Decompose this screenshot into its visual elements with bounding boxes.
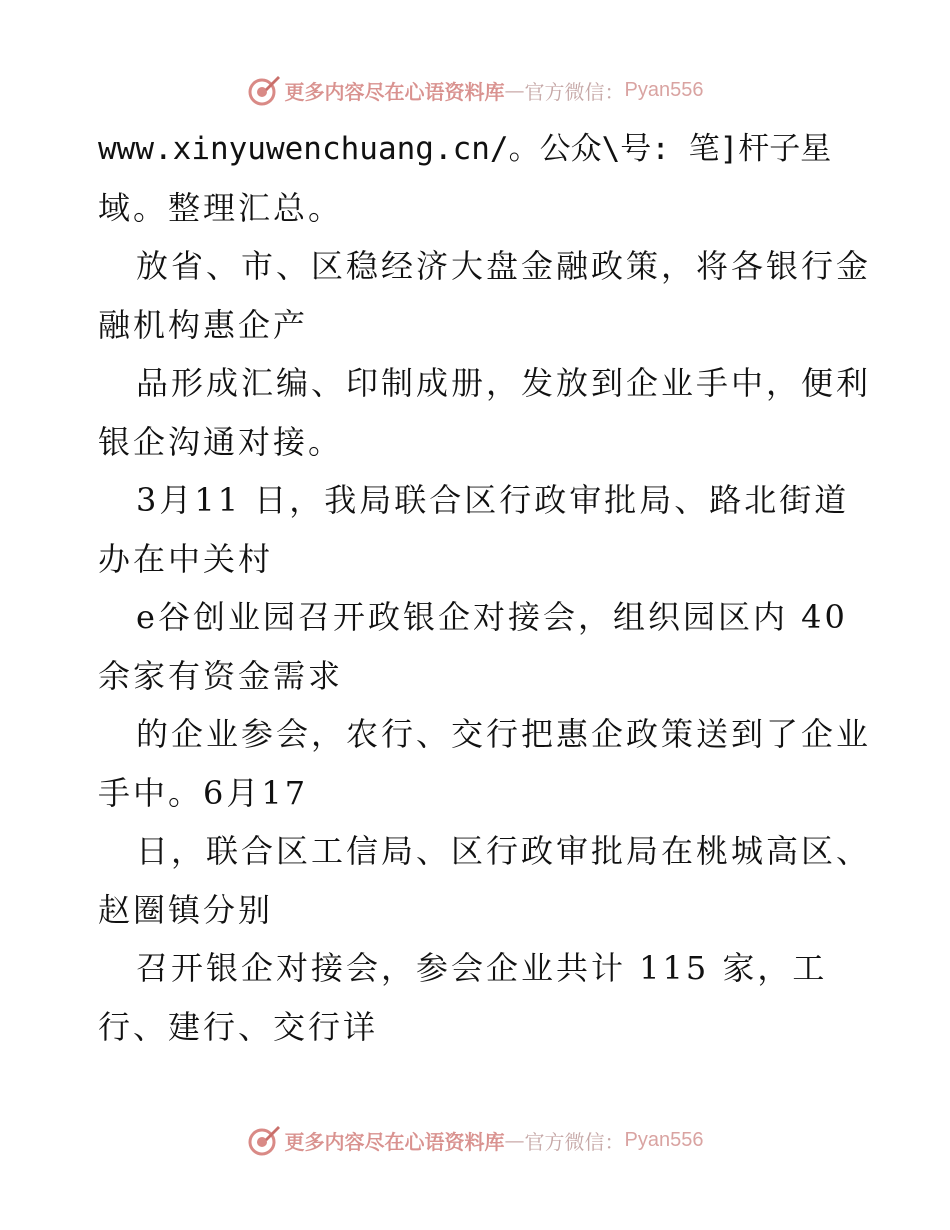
banner-wechat-label: 官方微信： (524, 79, 625, 104)
text-line: 品形成汇编、印制成册，发放到企业手中，便利 (136, 364, 872, 402)
text-line: 的企业参会，农行、交行把惠企政策送到了企业 (136, 715, 872, 753)
header-banner (0, 70, 950, 110)
banner-wechat-id: Pyan556 (624, 1128, 704, 1151)
text-line: 赵圈镇分别 (98, 890, 274, 929)
text-line: 银企沟通对接。 (98, 422, 344, 461)
pen-logo-icon (247, 1123, 281, 1157)
text-line: 域。整理汇总。 (98, 188, 344, 227)
text-line: 办在中关村 (98, 539, 274, 578)
banner-wechat-id: Pyan556 (624, 78, 704, 101)
text-line: 3月11 日，我局联合区行政审批局、路北街道 (136, 481, 850, 519)
banner-wechat-label: 官方微信： (524, 1129, 625, 1154)
text-line: 日，联合区工信局、区行政审批局在桃城高区、 (136, 832, 872, 870)
text-line: 余家有资金需求 (98, 656, 344, 695)
banner-dash: — (504, 78, 525, 102)
text-line: www.xinyuwenchuang.cn/。公众\号: 笔]杆子星 (98, 131, 832, 167)
document-body (98, 120, 872, 1056)
banner-dash: — (504, 1128, 525, 1152)
text-line: 手中。6月17 (98, 773, 309, 812)
text-line: e谷创业园召开政银企对接会，组织园区内 40 (136, 598, 848, 636)
banner-main-text: 更多内容尽在心语资料库 (284, 79, 505, 104)
footer-banner (0, 1120, 950, 1160)
text-line: 融机构惠企产 (98, 305, 309, 344)
text-line: 行、建行、交行详 (98, 1007, 379, 1046)
banner-main-text: 更多内容尽在心语资料库 (284, 1129, 505, 1154)
text-line: 放省、市、区稳经济大盘金融政策，将各银行金 (136, 247, 872, 285)
pen-logo-icon (247, 73, 281, 107)
text-line: 召开银企对接会，参会企业共计 115 家，工 (136, 949, 828, 987)
